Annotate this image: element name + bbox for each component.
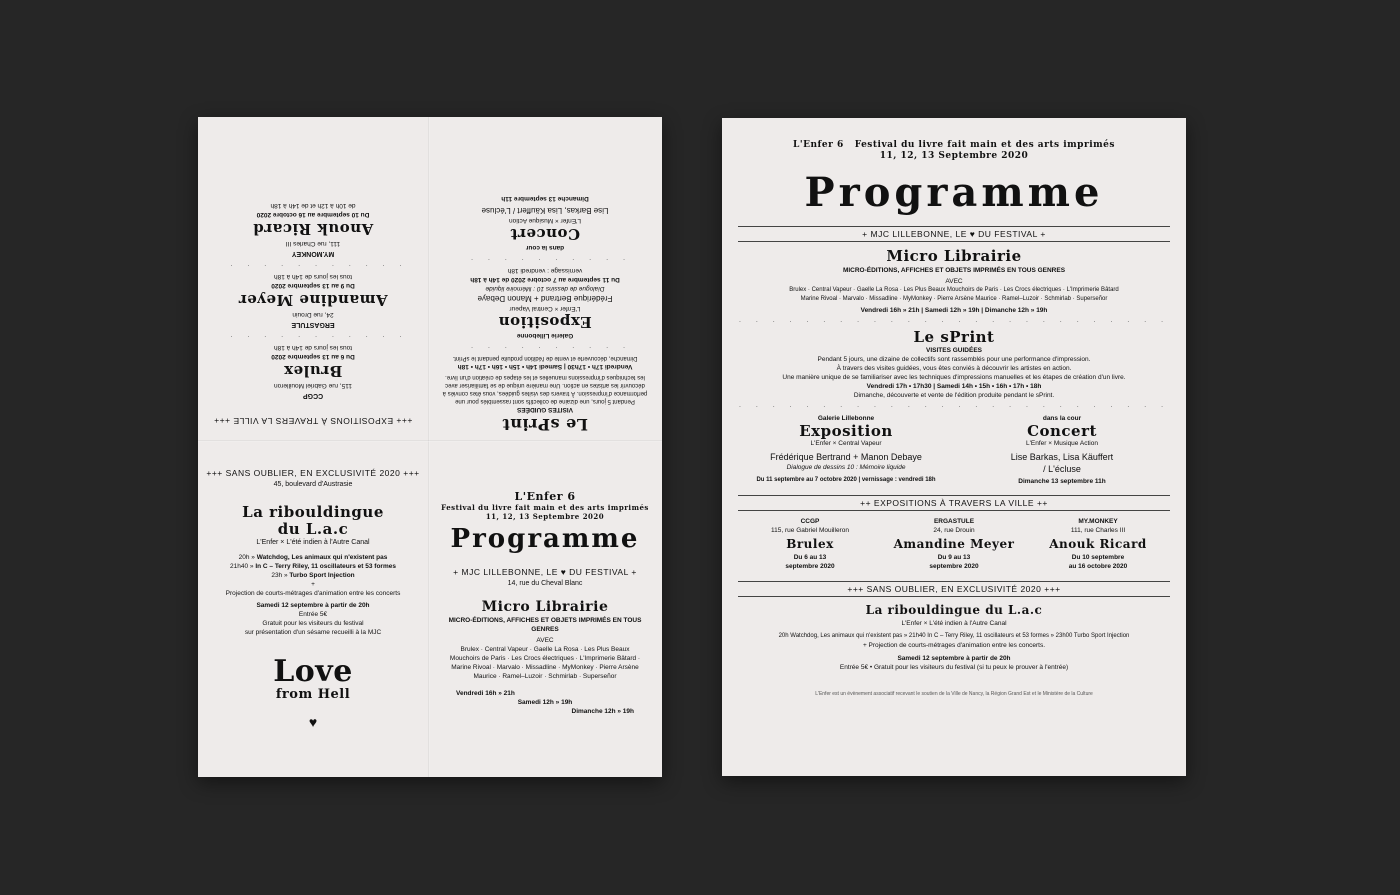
- poster-exhibit-address: 115, rue Gabriel Mouilleron: [771, 527, 849, 534]
- poster-mjc-band: + MJC LILLEBONNE, LE ♥ DU FESTIVAL +: [862, 229, 1046, 239]
- poster-sprint-sunday: Dimanche, découverte et vente de l'édition produite pendant le sPrint.: [853, 392, 1055, 399]
- exhibit-venue: CCGP: [302, 392, 324, 399]
- poster-festival-dates: 11, 12, 13 Septembre 2020: [879, 151, 1029, 161]
- poster-programme-title: Programme: [804, 169, 1104, 216]
- exhibit-dates: Du 10 septembre au 16 octobre 2020: [256, 211, 370, 218]
- poster-expo-work: Dialogue de dessins 10 : Mémoire liquide: [786, 464, 906, 471]
- poster-concert-artists: Lise Barkas, Lisa Käuffert: [1010, 452, 1114, 462]
- poster-exhibit-address: 111, rue Charles III: [1070, 527, 1126, 534]
- poster-exhibit-venue: CCGP: [800, 518, 820, 525]
- ribouldingue-free: Gratuit pour les visiteurs du festival: [262, 620, 364, 627]
- poster-exhibit-dates-2: septembre 2020: [785, 563, 835, 570]
- sprint-title: Le sPrint: [501, 415, 589, 434]
- poster-exhibit: [738, 517, 882, 571]
- exhibit-item: [198, 343, 428, 400]
- poster-micro-times: Vendredi 16h » 21h | Samedi 12h » 19h | Dimanche 12h » 19h: [860, 307, 1048, 314]
- sprint-times: Vendredi 17h • 17h30 | Samedi 14h • 15h • 16h • 17h • 18h: [457, 363, 633, 370]
- sprint-text: Pendant 5 jours, une dizaine de collectifs sont rassemblés pour une performance d'impression. À travers des visites guidées, vous êtes conviés à découvrir les artistes en action. Une manière unique de se familiariser avec les techniques d'impressions manuelles et les étapes de création d'un livre.: [442, 374, 648, 404]
- poster-exhibit-artist: Amandine Meyer: [893, 537, 1015, 551]
- poster-exhibit-dates: Du 9 au 13: [937, 554, 971, 561]
- poster-footer: L'Enfer est un évènement associatif recevant le soutien de la Ville de Nancy, la Région Grand Est et le Ministère de la Culture: [815, 691, 1093, 697]
- exhibit-hours: de 10h à 12h et de 14h à 18h: [270, 202, 356, 209]
- avec-label: AVEC: [536, 637, 554, 644]
- ribouldingue-title-2: du L.a.c: [277, 520, 349, 538]
- love-logo: Love: [273, 654, 353, 689]
- exhibit-address: 24, rue Drouin: [292, 311, 334, 318]
- poster-expo-concert-row: [738, 414, 1170, 486]
- poster-concert-by: L'Enfer × Musique Action: [1026, 440, 1098, 447]
- sprint-sunday: Dimanche, découverte et vente de l'édition produite pendant le sPrint.: [452, 355, 638, 361]
- exhibit-venue: ERGASTULE: [291, 321, 335, 328]
- poster-exhibitor-list-1: Brulex · Central Vapeur · Gaelle La Rosa · Les Plus Beaux Mouchoirs de Paris · Les Crocs électriques · L'Imprimerie Bâtard: [789, 287, 1119, 293]
- poster-exhibit-venue: MY.MONKEY: [1078, 518, 1118, 525]
- lineup-item: 20h » Watchdog, Les animaux qui n'existent pas: [238, 554, 388, 561]
- hours-saturday: Samedi 12h » 19h: [517, 699, 573, 706]
- expo-vernissage: vernissage : vendredi 18h: [507, 267, 583, 274]
- expo-dates: Du 11 septembre au 7 octobre 2020 de 14h à 18h: [470, 276, 620, 283]
- poster-micro-librairie-title: Micro Librairie: [886, 247, 1022, 265]
- exhibit-hours: tous les jours de 14h à 18h: [273, 344, 353, 351]
- poster-expo-artists: Frédérique Bertrand + Manon Debaye: [770, 452, 922, 462]
- concert-date: Dimanche 13 septembre 11h: [501, 195, 589, 202]
- micro-librairie-title: Micro Librairie: [481, 599, 609, 615]
- exhibit-artist: Amandine Meyer: [238, 291, 388, 309]
- expo-kicker: Galerie Lillebonne: [516, 332, 574, 339]
- poster-ribouldingue-date: Samedi 12 septembre à partir de 20h: [897, 655, 1011, 662]
- concert-by: L'Enfer × Musique Action: [509, 217, 581, 224]
- poster-expo-kicker: Galerie Lillebonne: [817, 415, 875, 422]
- poster-exhibit-artist: Anouk Ricard: [1049, 537, 1147, 551]
- lineup-item: 21h40 » In C – Terry Riley, 11 oscillateurs et 53 formes: [230, 563, 396, 570]
- panel-expositions-ville: [198, 117, 428, 440]
- panel-programme-cover: [430, 442, 660, 765]
- dotted-divider: · · · · · · · · · · · · · · · · · · · · · · · · · ·: [738, 317, 1170, 326]
- heart-icon: ♥: [308, 714, 318, 730]
- expositions-heading: +++ EXPOSITIONS À TRAVERS LA VILLE +++: [213, 416, 413, 426]
- dotted-divider: · · · · · · · · · · ·: [224, 261, 402, 270]
- poster-ribouldingue-lineup: 20h Watchdog, Les animaux qui n'existent pas » 21h40 In C – Terry Riley, 11 oscillateurs et 53 formes » 23h00 Turbo Sport Injection: [778, 633, 1130, 639]
- poster-exhibit: [1026, 517, 1170, 571]
- poster-concert-title: Concert: [1027, 422, 1097, 440]
- ribouldingue-address: 45, boulevard d'Austrasie: [273, 481, 353, 488]
- ribouldingue-entry: Entrée 5€: [298, 611, 328, 618]
- plus-sign: +: [311, 581, 315, 588]
- poster-exhibit-venue: ERGASTULE: [933, 518, 975, 525]
- ribouldingue-by: L'Enfer × L'été indien à l'Autre Canal: [256, 539, 370, 546]
- poster-sprint-text-1: Pendant 5 jours, une dizaine de collectifs sont rassemblés pour une performance d'impression.: [817, 356, 1091, 363]
- poster-expo-dates: Du 11 septembre au 7 octobre 2020 | vernissage : vendredi 18h: [756, 477, 936, 483]
- exhibit-artist: Anouk Ricard: [252, 220, 374, 238]
- poster-ribouldingue-projection: + Projection de courts-métrages d'animation entre les concerts.: [862, 642, 1046, 649]
- poster-exhibit-artist: Brulex: [786, 537, 834, 551]
- exhibit-dates: Du 9 au 13 septembre 2020: [271, 282, 355, 289]
- ribouldingue-title: La ribouldingue: [242, 503, 384, 521]
- programme-poster: [722, 118, 1186, 776]
- lineup-item: 23h » Turbo Sport Injection: [271, 572, 355, 579]
- poster-ribouldingue-entry: Entrée 5€ • Gratuit pour les visiteurs du festival (si tu peux le prouver à l'entrée): [839, 664, 1069, 671]
- poster-concert-date: Dimanche 13 septembre 11h: [1018, 478, 1106, 485]
- exhibit-address: 115, rue Gabriel Mouilleron: [274, 382, 352, 389]
- poster-exhibit-dates: Du 10 septembre: [1071, 554, 1125, 561]
- poster-micro-librairie-subtitle: MICRO-ÉDITIONS, AFFICHES ET OBJETS IMPRIMÉS EN TOUS GENRES: [842, 267, 1066, 274]
- exhibit-address: 111, rue Charles III: [285, 240, 341, 247]
- poster-exhibitor-list-2: Marine Rivoal · Marvalo · Missadline · MyMonkey · Pierre Arsène Maurice · Ramel–Luzoir · Schmirlab · Superseñor: [800, 296, 1108, 302]
- exhibit-venue: MY.MONKEY: [291, 250, 335, 257]
- poster-avec-label: AVEC: [945, 278, 963, 285]
- dotted-divider: · · · · · · · · · ·: [464, 255, 626, 264]
- poster-exhibit-dates: Du 6 au 13: [793, 554, 827, 561]
- hours-friday: Vendredi 16h » 21h: [456, 690, 515, 697]
- poster-sprint-times: Vendredi 17h • 17h30 | Samedi 14h • 15h • 16h • 17h • 18h: [866, 383, 1042, 390]
- expo-artists: Frédérique Bertrand + Manon Debaye: [477, 294, 613, 303]
- dotted-divider: · · · · · · · · · · ·: [224, 332, 402, 341]
- mjc-band: + MJC LILLEBONNE, LE ♥ DU FESTIVAL +: [453, 567, 637, 577]
- expo-work: Dialogue de dessins 10 : Mémoire liquide: [485, 285, 605, 292]
- poster-exhibit-dates-2: au 16 octobre 2020: [1068, 563, 1128, 570]
- poster-sprint-text-3: Une manière unique de se familiariser avec les techniques d'impressions manuelles et les étapes de création d'un livre.: [782, 374, 1126, 381]
- poster-ribouldingue-by: L'Enfer × L'été indien à l'Autre Canal: [901, 620, 1007, 627]
- poster-sprint-subtitle: VISITES GUIDÉES: [926, 347, 982, 354]
- projection-note: Projection de courts-métrages d'animation entre les concerts: [225, 590, 401, 597]
- poster-header: [738, 140, 1170, 151]
- concert-artists: Lise Barkas, Lisa Käuffert / L'écluse: [481, 206, 609, 215]
- concert-title: Concert: [510, 225, 580, 243]
- poster-sprint-text-2: À travers des visites guidées, vous êtes conviés à découvrir les artistes en action.: [836, 365, 1072, 372]
- poster-concert-artists-2: / L'écluse: [1043, 464, 1081, 474]
- poster-ribouldingue-title: La ribouldingue du L.a.c: [865, 603, 1043, 617]
- poster-expo-block: [738, 414, 954, 486]
- poster-expo-by: L'Enfer × Central Vapeur: [810, 440, 882, 447]
- from-hell-logo: from Hell: [275, 687, 351, 702]
- poster-concert-block: [954, 414, 1170, 486]
- ribouldingue-date: Samedi 12 septembre à partir de 20h: [256, 602, 370, 609]
- sprint-subtitle: VISITES GUIDÉES: [517, 406, 573, 413]
- expo-by: L'Enfer × Central Vapeur: [509, 305, 581, 312]
- poster-sprint-title: Le sPrint: [913, 328, 995, 346]
- poster-exhibit-address: 24, rue Drouin: [933, 527, 975, 534]
- poster-exclusivite-band: +++ SANS OUBLIER, EN EXCLUSIVITÉ 2020 +++: [847, 584, 1061, 594]
- mjc-address: 14, rue du Cheval Blanc: [507, 580, 583, 587]
- micro-librairie-subtitle: MICRO-ÉDITIONS, AFFICHES ET OBJETS IMPRIMÉS EN TOUS GENRES: [448, 617, 642, 633]
- panel-sprint-expo-concert: [430, 117, 660, 440]
- festival-name: L'Enfer 6: [514, 490, 576, 503]
- ribouldingue-free-2: sur présentation d'un sésame recueilli à la MJC: [244, 629, 382, 636]
- poster-exhibit: [882, 517, 1026, 571]
- programme-title: Programme: [450, 524, 640, 554]
- expo-title: Exposition: [498, 313, 592, 331]
- exclusivite-band: +++ SANS OUBLIER, EN EXCLUSIVITÉ 2020 +++: [206, 468, 420, 478]
- exhibitor-list: Brulex · Central Vapeur · Gaelle La Rosa · Les Plus Beaux Mouchoirs de Paris · Les Crocs électriques · L'Imprimerie Bâtard · Marine Rivoal · Marvalo · Missadline · MyMonkey · Pierre Arsène Maurice · Ramel–Luzoir · Schmirlab · Superseñor: [449, 646, 641, 680]
- folded-leaflet: [198, 117, 662, 777]
- festival-subtitle: Festival du livre fait main et des arts imprimés: [441, 503, 649, 512]
- dotted-divider: · · · · · · · · · · · · · · · · · · · · · · · · · ·: [738, 402, 1170, 411]
- festival-dates: 11, 12, 13 Septembre 2020: [485, 512, 605, 521]
- poster-exhibit-dates-2: septembre 2020: [929, 563, 979, 570]
- exhibit-hours: tous les jours de 14h à 18h: [273, 273, 353, 280]
- poster-concert-kicker: dans la cour: [1042, 415, 1082, 422]
- dotted-divider: · · · · · · · · · ·: [464, 343, 626, 352]
- concert-kicker: dans la cour: [525, 244, 565, 251]
- poster-expo-title: Exposition: [799, 422, 893, 440]
- exhibit-dates: Du 6 au 13 septembre 2020: [271, 353, 355, 360]
- poster-exhibits-row: [738, 517, 1170, 571]
- exhibit-artist: Brulex: [283, 362, 343, 380]
- poster-ville-band: ++ EXPOSITIONS À TRAVERS LA VILLE ++: [860, 498, 1048, 508]
- panel-ribouldingue: [198, 442, 428, 765]
- exhibit-item: [198, 272, 428, 329]
- hours-sunday: Dimanche 12h » 19h: [571, 708, 634, 715]
- poster-festival-name: L'Enfer 6: [793, 140, 844, 150]
- poster-festival-subtitle: Festival du livre fait main et des arts imprimés: [854, 140, 1115, 150]
- exhibit-item: [198, 201, 428, 258]
